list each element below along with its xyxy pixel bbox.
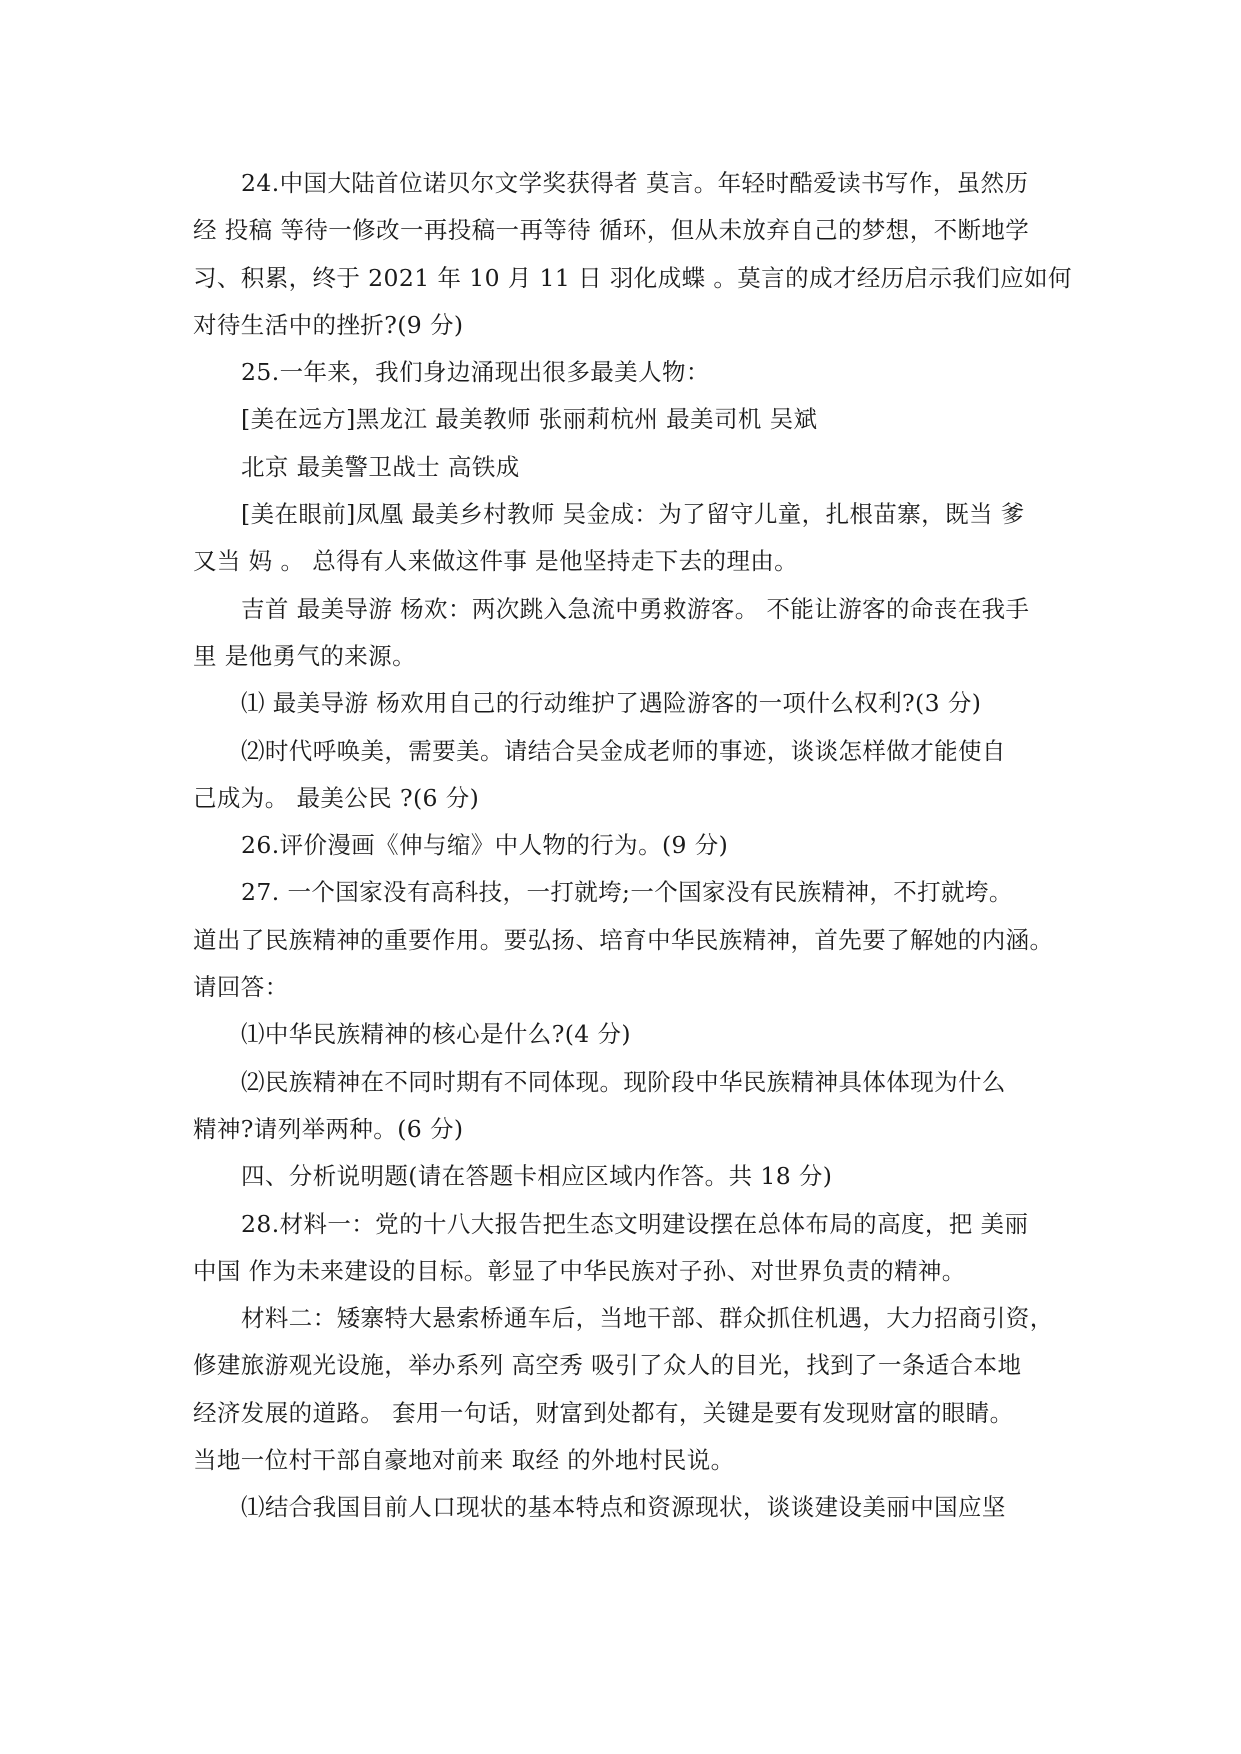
section-heading: 四、分析说明题(请在答题卡相应区域内作答。共 18 分) [241, 1162, 833, 1191]
text-line: 25.一年来，我们身边涌现出很多最美人物： [241, 358, 710, 387]
text-line: 精神?请列举两种。(6 分) [193, 1114, 464, 1143]
text-line: ⑴中华民族精神的核心是什么?(4 分) [241, 1020, 631, 1049]
text-line: 里 是他勇气的来源。 [193, 641, 416, 670]
text-line: 28.材料一：党的十八大报告把生态文明建设摆在总体布局的高度，把 美丽 [241, 1209, 1029, 1238]
text-line: 北京 最美警卫战士 高铁成 [241, 452, 520, 481]
text-line: 道出了民族精神的重要作用。要弘扬、培育中华民族精神，首先要了解她的内涵。 [193, 925, 1054, 954]
text-line: 对待生活中的挫折?(9 分) [193, 310, 464, 339]
text-line: ⑴结合我国目前人口现状的基本特点和资源现状，谈谈建设美丽中国应坚 [241, 1493, 1006, 1522]
text-line: 26.评价漫画《伸与缩》中人物的行为。(9 分) [241, 831, 729, 860]
text-line: 吉首 最美导游 杨欢：两次跳入急流中勇救游客。 不能让游客的命丧在我手 [241, 594, 1030, 623]
text-line: ⑴ 最美导游 杨欢用自己的行动维护了遇险游客的一项什么权利?(3 分) [241, 689, 982, 718]
text-line: [美在眼前]凤凰 最美乡村教师 吴金成：为了留守儿童，扎根苗寨，既当 爹 [241, 500, 1025, 529]
document-body [193, 160, 1073, 1532]
text-line: 己成为。 最美公民 ?(6 分) [193, 783, 480, 812]
text-line: 请回答： [193, 973, 289, 1002]
text-line: 材料二：矮寨特大悬索桥通车后，当地干部、群众抓住机遇，大力招商引资， [241, 1304, 1054, 1333]
text-line: 当地一位村干部自豪地对前来 取经 的外地村民说。 [193, 1446, 735, 1475]
text-line: [美在远方]黑龙江 最美教师 张丽莉杭州 最美司机 吴斌 [241, 405, 818, 434]
text-line: 27. 一个国家没有高科技，一打就垮;一个国家没有民族精神，不打就垮。 [241, 878, 1013, 907]
text-line: 又当 妈 。 总得有人来做这件事 是他坚持走下去的理由。 [193, 547, 799, 576]
text-line: 24.中国大陆首位诺贝尔文学奖获得者 莫言。年轻时酷爱读书写作，虽然历 [241, 169, 1029, 197]
text-line: 经 投稿 等待一修改一再投稿一再等待 循环，但从未放弃自己的梦想，不断地学 [193, 216, 1030, 245]
text-line: 修建旅游观光设施，举办系列 高空秀 吸引了众人的目光，找到了一条适合本地 [193, 1351, 1022, 1380]
text-line: ⑵时代呼唤美，需要美。请结合吴金成老师的事迹，谈谈怎样做才能使自 [241, 736, 1006, 765]
text-line: 习、积累，终于 2021 年 10 月 11 日 羽化成蝶 。莫言的成才经历启示我们应如何 [193, 263, 1072, 292]
text-line: ⑵民族精神在不同时期有不同体现。现阶段中华民族精神具体体现为什么 [241, 1067, 1006, 1096]
text-line: 中国 作为未来建设的目标。彰显了中华民族对子孙、对世界负责的精神。 [193, 1256, 966, 1285]
text-line: 经济发展的道路。 套用一句话，财富到处都有，关键是要有发现财富的眼睛。 [193, 1398, 1014, 1427]
